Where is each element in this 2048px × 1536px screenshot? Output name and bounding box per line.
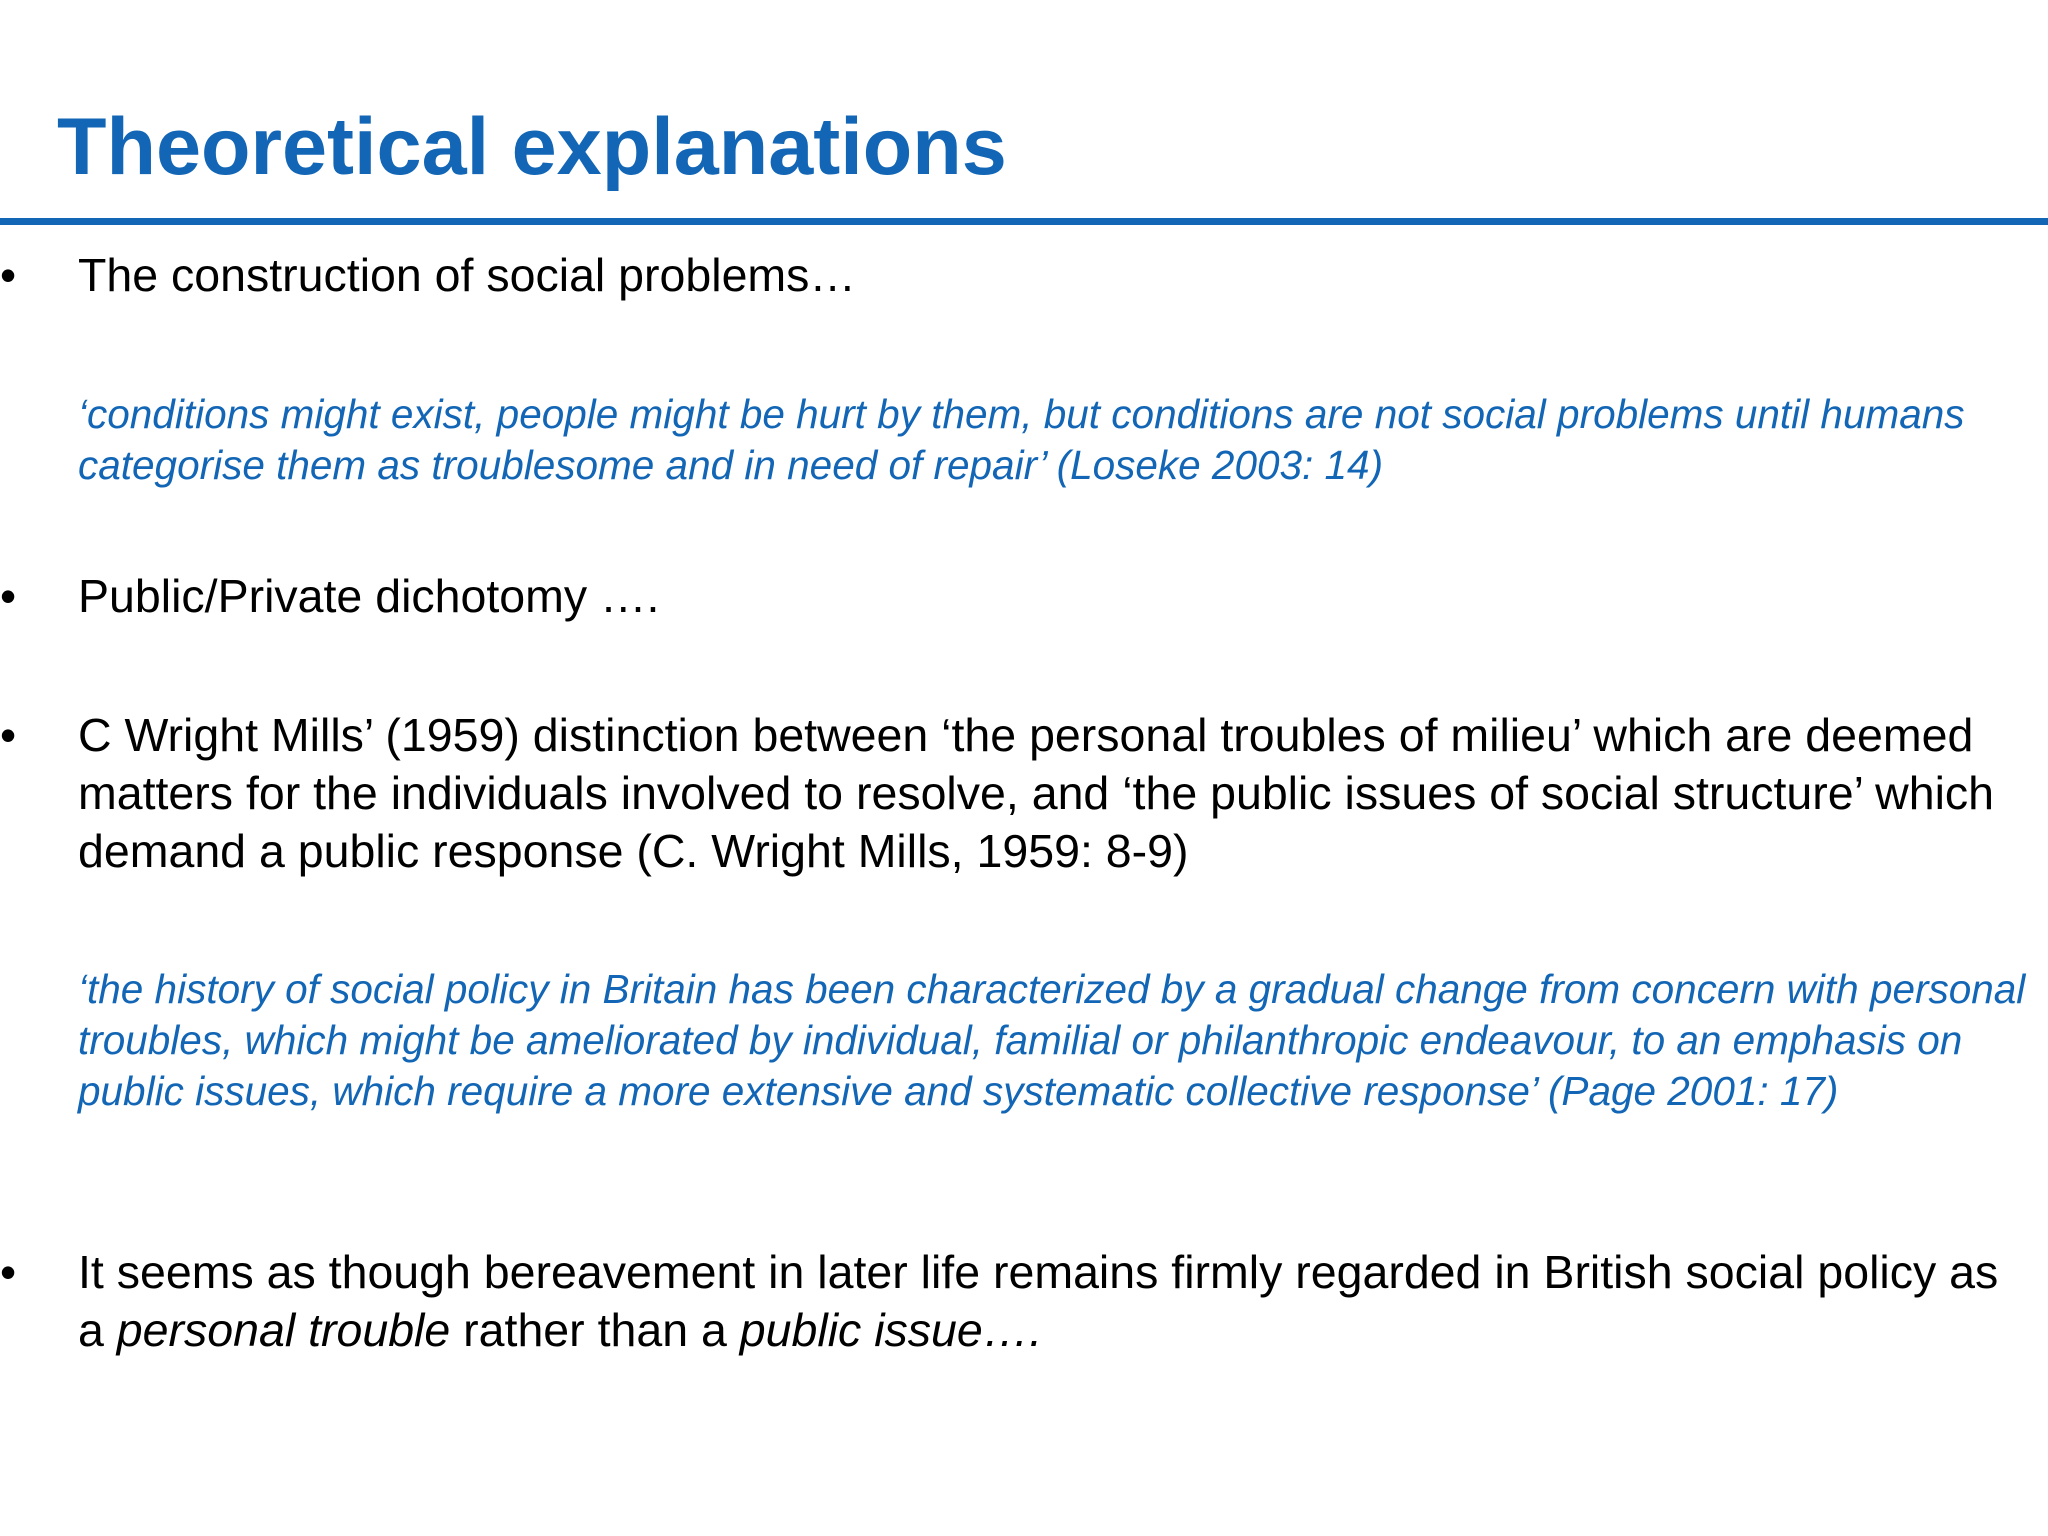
slide-title: Theoretical explanations xyxy=(57,102,1007,192)
bullet-marker: • xyxy=(0,709,17,761)
title-divider xyxy=(0,218,2048,225)
quote-loseke: ‘conditions might exist, people might be hurt by them, but conditions are not social problems until humans categorise them as troublesome and in need of repair’ (Loseke 2003: 14) xyxy=(78,391,1965,488)
personal-trouble-emphasis: personal trouble xyxy=(116,1304,451,1356)
quote-page: ‘the history of social policy in Britain has been characterized by a gradual change from concern with personal troubles, which might be ameliorated by individual, familial or philanthropic endeavour, to an emphasis on public issues, which require a more extensive and systematic collective response’ (Page 2001: 17) xyxy=(78,966,2026,1114)
bullet-text: The construction of social problems… xyxy=(78,249,856,301)
bullet-text xyxy=(78,1243,2028,1359)
bereavement-text-part2: rather than a xyxy=(450,1304,740,1356)
bullet-text: C Wright Mills’ (1959) distinction between ‘the personal troubles of milieu’ which are deemed matters for the individuals involved to resolve, and ‘the public issues of social structure’ which demand a public response (C. Wright Mills, 1959: 8-9) xyxy=(78,709,1995,877)
public-issue-emphasis: public issue…. xyxy=(739,1304,1043,1356)
bullet-text: Public/Private dichotomy …. xyxy=(78,570,660,622)
bullet-marker: • xyxy=(0,570,17,622)
bullet-marker: • xyxy=(0,249,17,301)
bereavement-text-part1: It seems as though bereavement in later life remains firmly regarded in British social policy as a xyxy=(78,1246,1999,1356)
bullet-marker: • xyxy=(0,1246,17,1298)
